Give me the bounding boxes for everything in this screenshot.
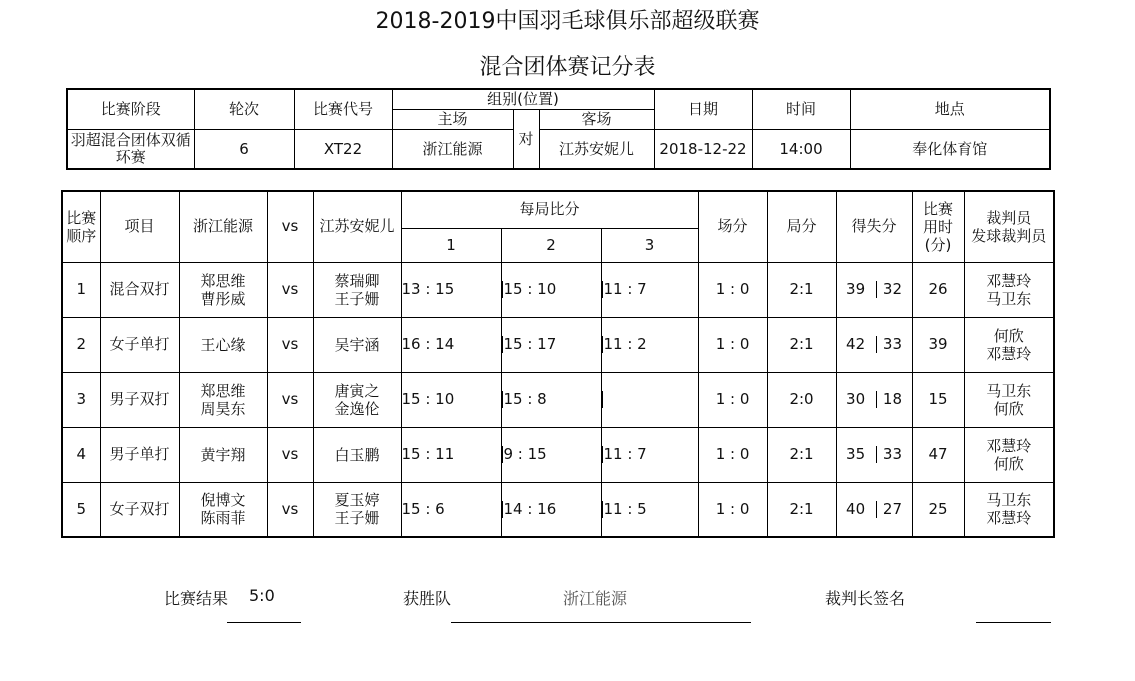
row-event: 女子单打	[100, 317, 179, 372]
row-points-against: 33	[882, 445, 903, 463]
header-set-1: 1	[401, 228, 501, 262]
row-set-3-value: 11 : 7	[603, 445, 647, 463]
set-divider	[502, 391, 503, 408]
row-duration: 39	[912, 317, 964, 372]
row-points-for: 35	[846, 445, 866, 463]
row-game-points: 2:1	[767, 427, 836, 482]
row-points	[836, 482, 912, 537]
header-duration	[912, 191, 964, 262]
result-label: 比赛结果	[164, 589, 229, 608]
set-divider	[602, 336, 603, 353]
row-away-players-line1: 蔡瑞卿	[334, 271, 380, 290]
header-home-team: 浙江能源	[179, 191, 267, 262]
header-event: 项目	[100, 191, 179, 262]
row-away-players-line1: 唐寅之	[334, 381, 380, 400]
sheet-subtitle: 混合团体赛记分表	[479, 55, 656, 80]
set-divider	[502, 446, 503, 463]
row-umpires-line1: 马卫东	[986, 491, 1032, 510]
row-set-3-value: 11 : 2	[603, 335, 647, 353]
header-umpires	[964, 191, 1054, 262]
row-home-players	[179, 372, 267, 427]
header-date: 日期	[654, 89, 752, 130]
header-order-line1: 比赛	[66, 208, 97, 227]
row-umpires-line1: 邓慧玲	[986, 271, 1032, 290]
header-venue: 地点	[850, 89, 1050, 130]
row-set-1-value: 13 : 15	[401, 280, 455, 298]
header-stage: 比赛阶段	[67, 89, 194, 130]
table-row	[62, 427, 1054, 482]
points-divider	[876, 336, 877, 353]
header-home: 主场	[392, 110, 513, 130]
row-set-1	[401, 262, 501, 317]
row-home-players-line1: 郑思维	[200, 271, 246, 290]
row-set-2-value: 14 : 16	[503, 499, 557, 518]
row-set-2	[501, 317, 601, 372]
info-away-team: 江苏安妮儿	[539, 130, 654, 170]
winner-value: 浙江能源	[563, 589, 628, 608]
row-points-against: 27	[882, 499, 903, 518]
row-home-players	[179, 317, 267, 372]
row-match-points: 1 : 0	[698, 317, 767, 372]
row-duration: 25	[912, 482, 964, 537]
set-divider	[502, 501, 503, 518]
row-away-players-line2: 王子姗	[334, 289, 380, 308]
row-away-players	[313, 317, 401, 372]
row-points-against: 18	[882, 390, 903, 408]
row-set-3	[601, 372, 698, 427]
row-home-players	[179, 262, 267, 317]
table-row	[62, 482, 1054, 537]
row-umpires	[964, 482, 1054, 537]
row-umpires-line2: 何欣	[993, 399, 1024, 418]
info-vs: 对	[513, 110, 539, 170]
row-home-players-line1: 郑思维	[200, 381, 246, 400]
info-stage: 羽超混合团体双循环赛	[67, 130, 194, 170]
row-home-players-line1: 黄宇翔	[200, 445, 246, 464]
row-home-players-line2: 曹彤威	[200, 289, 246, 308]
row-event: 混合双打	[100, 262, 179, 317]
result-underline	[227, 622, 301, 623]
header-vs: vs	[267, 191, 313, 262]
result-value: 5:0	[249, 586, 275, 605]
row-set-3	[601, 262, 698, 317]
row-set-1-value: 15 : 6	[401, 499, 445, 518]
row-away-players	[313, 427, 401, 482]
row-away-players-line2: 王子姗	[334, 509, 380, 528]
row-away-players	[313, 262, 401, 317]
row-umpires-line2: 邓慧玲	[986, 509, 1032, 528]
row-duration: 26	[912, 262, 964, 317]
row-points-against: 32	[882, 280, 903, 298]
row-event: 男子双打	[100, 372, 179, 427]
info-time: 14:00	[752, 130, 850, 170]
header-set-scores: 每局比分	[401, 191, 698, 228]
row-points	[836, 372, 912, 427]
row-away-players-line1: 白玉鹏	[334, 445, 380, 464]
row-set-3	[601, 482, 698, 537]
row-set-2	[501, 262, 601, 317]
header-time: 时间	[752, 89, 850, 130]
header-round: 轮次	[194, 89, 294, 130]
score-table	[61, 190, 1055, 538]
header-away-team: 江苏安妮儿	[313, 191, 401, 262]
set-divider	[502, 336, 503, 353]
row-vs: vs	[267, 372, 313, 427]
row-umpires	[964, 262, 1054, 317]
info-date: 2018-12-22	[654, 130, 752, 170]
row-event: 女子双打	[100, 482, 179, 537]
row-home-players	[179, 427, 267, 482]
row-umpires-line1: 马卫东	[986, 381, 1032, 400]
header-match-points: 场分	[698, 191, 767, 262]
header-order-line2: 顺序	[66, 226, 97, 245]
row-points-for: 40	[846, 499, 866, 518]
row-points	[836, 262, 912, 317]
winner-underline	[451, 622, 751, 623]
row-order: 4	[62, 427, 100, 482]
row-set-2-value: 9 : 15	[503, 445, 547, 463]
row-points-for: 42	[846, 335, 866, 353]
row-set-1-value: 15 : 11	[401, 445, 455, 463]
row-vs: vs	[267, 482, 313, 537]
points-divider	[876, 501, 877, 518]
row-home-players-line1: 王心缘	[200, 335, 246, 354]
row-game-points: 2:0	[767, 372, 836, 427]
row-points	[836, 317, 912, 372]
row-away-players-line2: 金逸伦	[334, 399, 380, 418]
set-divider	[502, 281, 503, 298]
points-divider	[876, 391, 877, 408]
row-order: 2	[62, 317, 100, 372]
row-game-points: 2:1	[767, 262, 836, 317]
table-row	[62, 262, 1054, 317]
set-divider	[602, 281, 603, 298]
header-duration-line3: (分)	[924, 235, 952, 254]
row-set-2	[501, 427, 601, 482]
row-home-players-line2: 陈雨菲	[200, 509, 246, 528]
row-set-1	[401, 317, 501, 372]
table-row	[62, 372, 1054, 427]
row-match-points: 1 : 0	[698, 372, 767, 427]
row-set-3-value: 11 : 7	[603, 280, 647, 298]
header-code: 比赛代号	[294, 89, 392, 130]
points-divider	[876, 281, 877, 298]
row-points-for: 30	[846, 390, 866, 408]
row-event: 男子单打	[100, 427, 179, 482]
row-umpires-line2: 马卫东	[986, 289, 1032, 308]
row-match-points: 1 : 0	[698, 482, 767, 537]
info-venue: 奉化体育馆	[850, 130, 1050, 170]
info-round: 6	[194, 130, 294, 170]
row-home-players-line1: 倪博文	[200, 491, 246, 510]
row-vs: vs	[267, 427, 313, 482]
info-code: XT22	[294, 130, 392, 170]
row-home-players-line2: 周昊东	[200, 399, 246, 418]
row-order: 1	[62, 262, 100, 317]
row-order: 3	[62, 372, 100, 427]
header-duration-line1: 比赛	[923, 199, 954, 218]
row-away-players-line1: 夏玉婷	[334, 491, 380, 510]
header-points: 得失分	[836, 191, 912, 262]
referee-label: 裁判长签名	[825, 589, 906, 608]
header-game-points: 局分	[767, 191, 836, 262]
row-points	[836, 427, 912, 482]
header-set-2: 2	[501, 228, 601, 262]
row-set-2-value: 15 : 8	[503, 390, 547, 408]
row-match-points: 1 : 0	[698, 427, 767, 482]
match-info-table	[66, 88, 1051, 170]
row-set-1	[401, 372, 501, 427]
row-duration: 15	[912, 372, 964, 427]
row-set-3	[601, 427, 698, 482]
referee-signature-line	[976, 622, 1051, 623]
set-divider	[602, 501, 603, 518]
row-set-1	[401, 482, 501, 537]
row-away-players	[313, 482, 401, 537]
row-set-3-value: 11 : 5	[603, 499, 647, 518]
row-umpires-line2: 何欣	[993, 454, 1024, 473]
row-points-against: 33	[882, 335, 903, 353]
points-divider	[876, 446, 877, 463]
row-vs: vs	[267, 317, 313, 372]
row-set-3	[601, 317, 698, 372]
row-set-2-value: 15 : 10	[503, 280, 557, 298]
row-umpires-line2: 邓慧玲	[986, 344, 1032, 363]
table-row	[62, 317, 1054, 372]
header-set-3: 3	[601, 228, 698, 262]
row-away-players-line1: 吴宇涵	[334, 335, 380, 354]
sheet-title: 2018-2019中国羽毛球俱乐部超级联赛	[375, 9, 760, 34]
row-points-for: 39	[846, 280, 866, 298]
row-umpires	[964, 372, 1054, 427]
row-umpires	[964, 427, 1054, 482]
set-divider	[602, 446, 603, 463]
row-game-points: 2:1	[767, 317, 836, 372]
row-set-2-value: 15 : 17	[503, 335, 557, 353]
row-umpires-line1: 邓慧玲	[986, 436, 1032, 455]
header-umpire-line1: 裁判员	[986, 208, 1032, 227]
info-home-team: 浙江能源	[392, 130, 513, 170]
row-away-players	[313, 372, 401, 427]
row-set-1-value: 15 : 10	[401, 390, 455, 408]
winner-label: 获胜队	[403, 589, 452, 608]
row-set-2	[501, 372, 601, 427]
row-set-1-value: 16 : 14	[401, 335, 455, 353]
row-set-2	[501, 482, 601, 537]
set-divider	[602, 391, 603, 408]
header-group: 组别(位置)	[392, 89, 654, 110]
row-set-1	[401, 427, 501, 482]
row-game-points: 2:1	[767, 482, 836, 537]
header-duration-line2: 用时	[923, 217, 954, 236]
header-order	[62, 191, 100, 262]
header-umpire-line2: 发球裁判员	[971, 226, 1047, 245]
row-vs: vs	[267, 262, 313, 317]
row-home-players	[179, 482, 267, 537]
row-umpires	[964, 317, 1054, 372]
row-order: 5	[62, 482, 100, 537]
row-duration: 47	[912, 427, 964, 482]
row-umpires-line1: 何欣	[993, 326, 1024, 345]
row-match-points: 1 : 0	[698, 262, 767, 317]
header-away: 客场	[539, 110, 654, 130]
